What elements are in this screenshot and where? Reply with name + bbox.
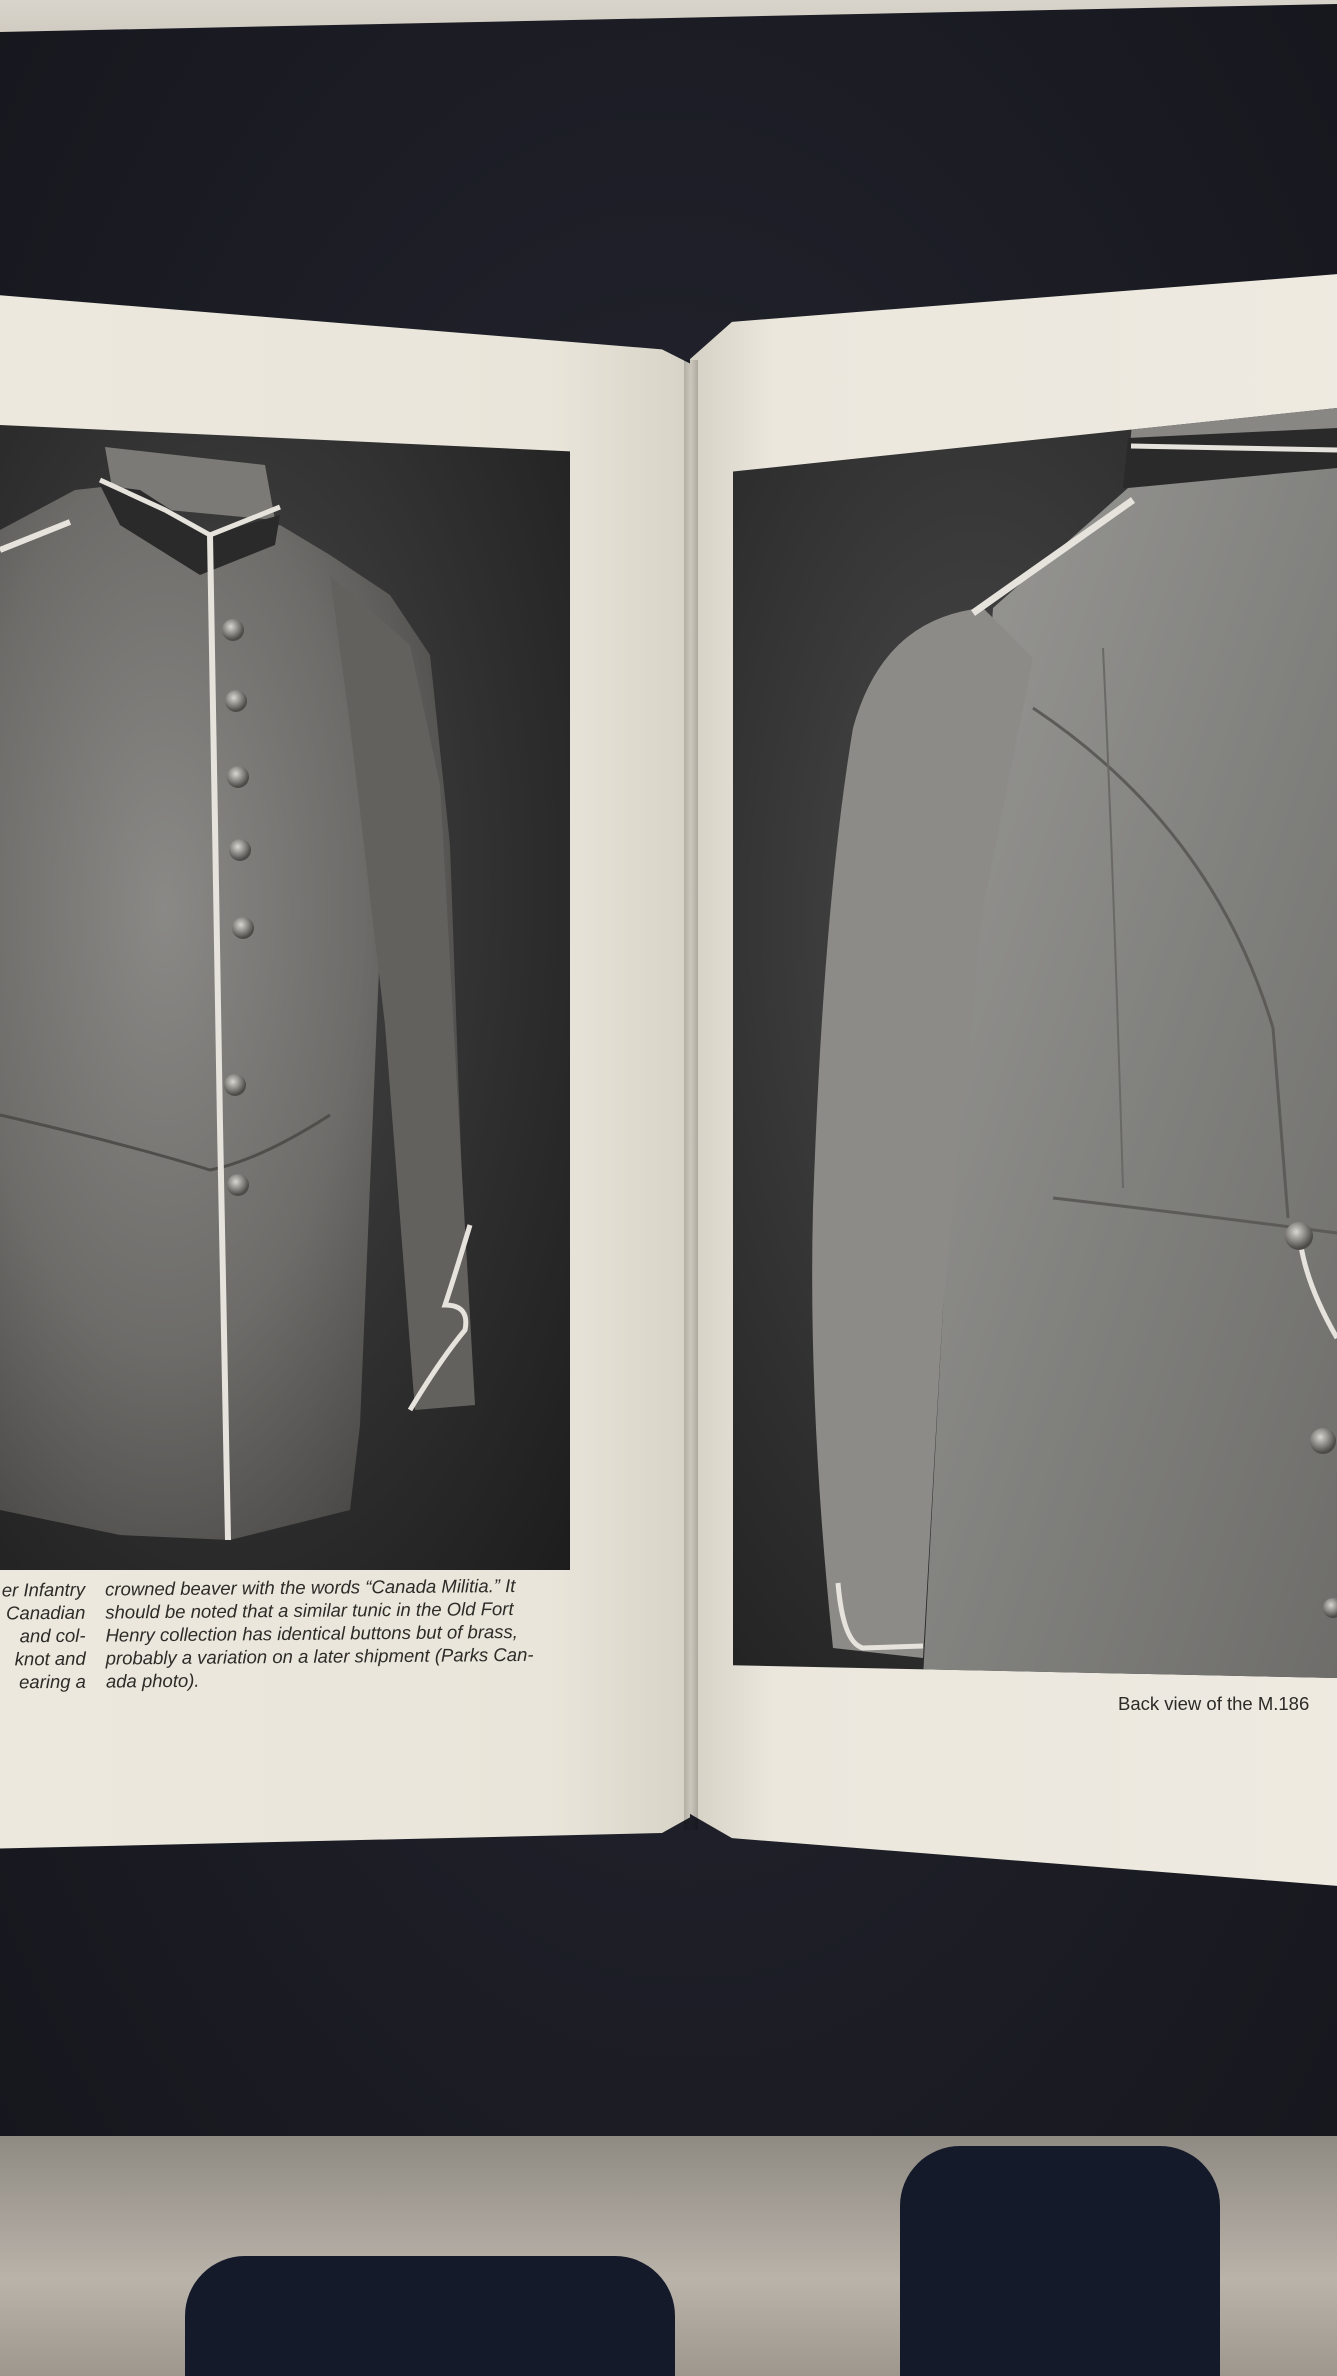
shoe-left [185,2256,675,2376]
caption-fragment-column: er Infantry Canadian and col- knot and earing a [1,1578,87,1693]
caption-text-column: crowned beaver with the words “Canada Militia.” It should be noted that a similar tunic in the Old Fort Henry collection has identical buttons but of brass, probably a variation on a later shipment (Parks Can- ada photo). [105,1574,534,1692]
tunic-back-photo [733,408,1337,1678]
shoe-right [900,2146,1220,2376]
caption-right: Back view of the M.186 [1118,1693,1310,1714]
book-gutter [684,360,698,1830]
floor-area [0,2136,1337,2376]
tunic-front-photo [0,425,570,1570]
